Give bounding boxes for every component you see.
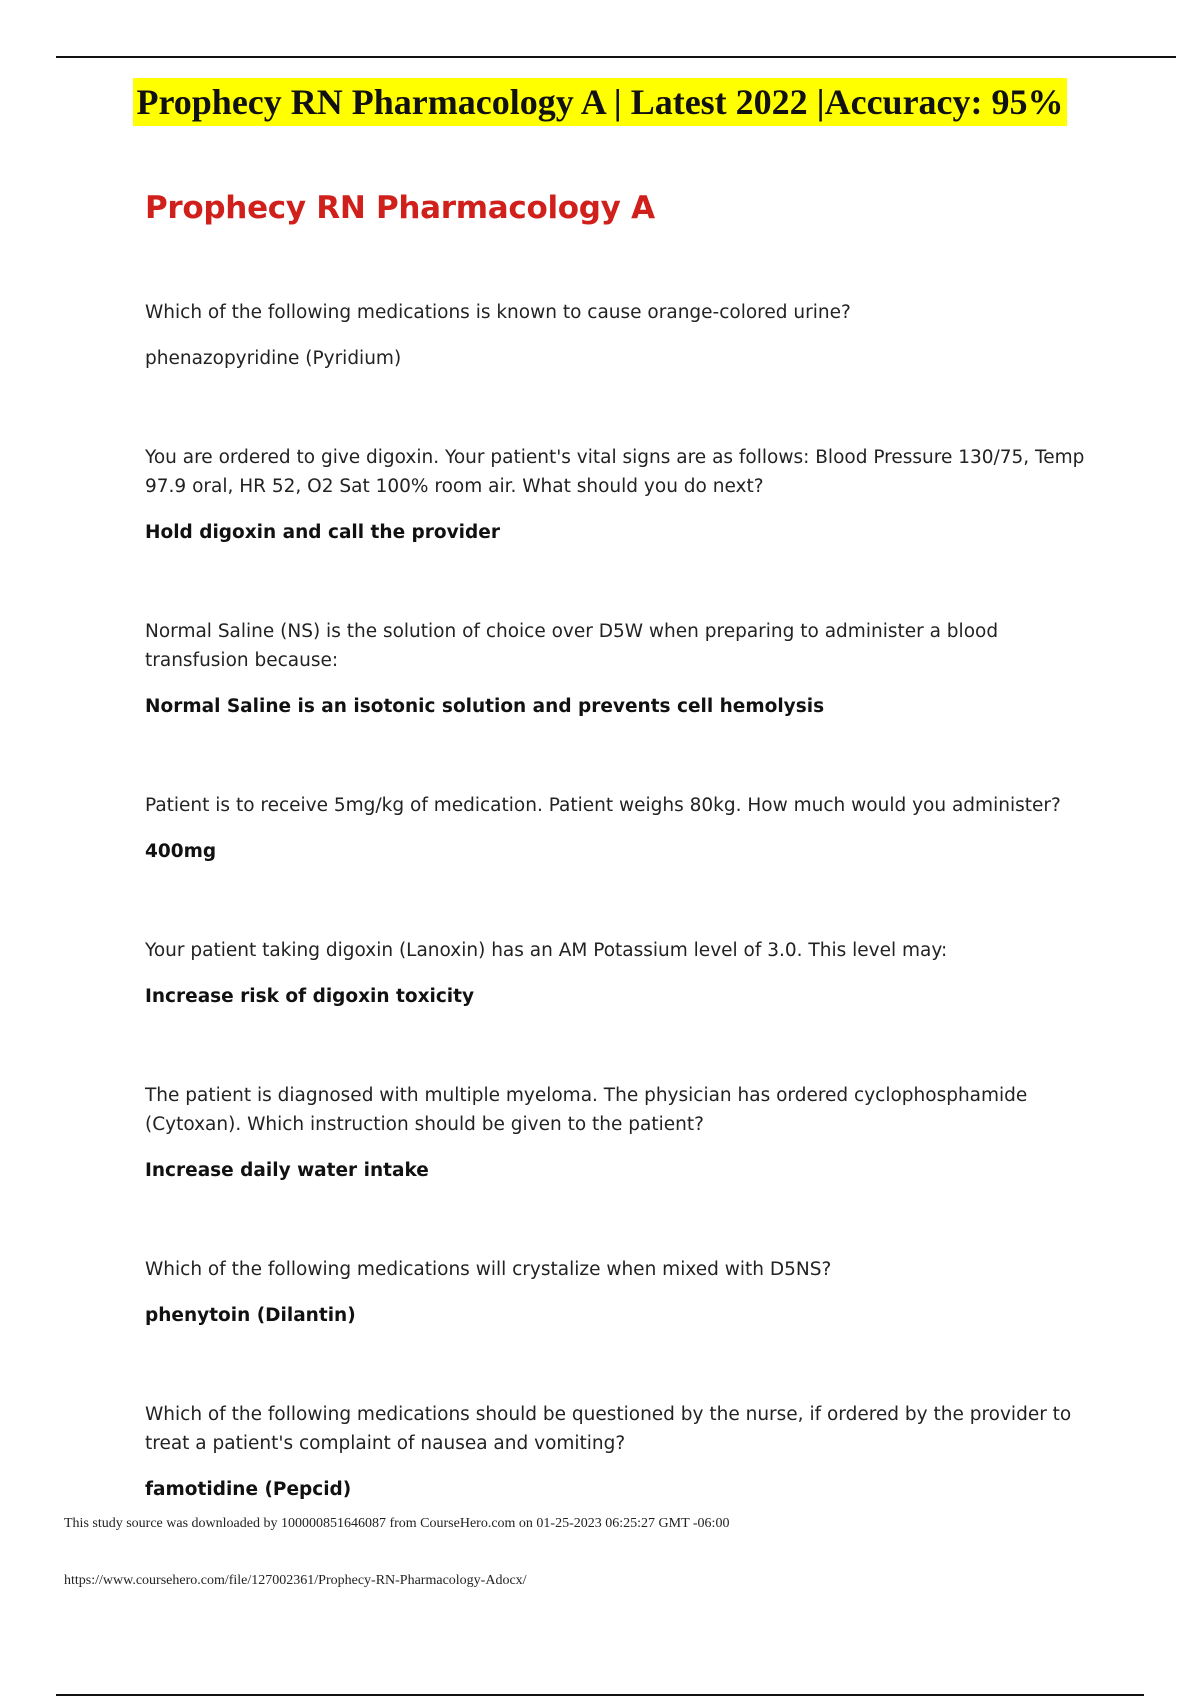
source-url[interactable]: https://www.coursehero.com/file/127002361/Prophecy-RN-Pharmacology-Adocx/ <box>64 1573 527 1588</box>
highlighted-banner-title: Prophecy RN Pharmacology A | Latest 2022 |Accuracy: 95% <box>133 78 1066 126</box>
answer-text: Increase risk of digoxin toxicity <box>145 986 475 1007</box>
qa-item <box>145 791 1095 866</box>
qa-item <box>145 617 1095 721</box>
question-text: You are ordered to give digoxin. Your patient's vital signs are as follows: Blood Pressure 130/75, Temp 97.9 oral, HR 52, O2 Sat 100% room air. What should you do next? <box>145 447 1085 497</box>
question-text: Patient is to receive 5mg/kg of medication. Patient weighs 80kg. How much would you administer? <box>145 795 1061 816</box>
download-source-note: This study source was downloaded by 100000851646087 from CourseHero.com on 01-25-2023 06:25:27 GMT -06:00 <box>64 1516 730 1531</box>
answer-text: Hold digoxin and call the provider <box>145 522 500 543</box>
question-text: Which of the following medications should be questioned by the nurse, if ordered by the provider to treat a patient's complaint of nausea and vomiting? <box>145 1404 1072 1454</box>
question-text: Normal Saline (NS) is the solution of choice over D5W when preparing to administer a blood transfusion because: <box>145 621 999 671</box>
qa-item <box>145 443 1095 547</box>
question-text: Your patient taking digoxin (Lanoxin) has an AM Potassium level of 3.0. This level may: <box>145 940 948 961</box>
qa-item <box>145 1081 1095 1185</box>
bottom-divider <box>56 1694 1144 1696</box>
answer-text: Increase daily water intake <box>145 1160 429 1181</box>
answer-text: phenazopyridine (Pyridium) <box>145 348 402 369</box>
question-text: The patient is diagnosed with multiple myeloma. The physician has ordered cyclophosphamide (Cytoxan). Which instruction should be given to the patient? <box>145 1085 1028 1135</box>
question-text: Which of the following medications will crystalize when mixed with D5NS? <box>145 1259 832 1280</box>
answer-text: phenytoin (Dilantin) <box>145 1305 356 1326</box>
qa-item <box>145 936 1095 1011</box>
answer-text: famotidine (Pepcid) <box>145 1479 352 1500</box>
question-text: Which of the following medications is known to cause orange-colored urine? <box>145 302 851 323</box>
top-divider <box>56 56 1176 58</box>
banner-container <box>0 78 1200 126</box>
answer-text: 400mg <box>145 841 217 862</box>
qa-item <box>145 1400 1095 1504</box>
answer-text: Normal Saline is an isotonic solution and prevents cell hemolysis <box>145 696 825 717</box>
qa-item <box>145 298 1095 373</box>
qa-list <box>145 298 1095 1574</box>
qa-item <box>145 1255 1095 1330</box>
document-title: Prophecy RN Pharmacology A <box>145 190 655 226</box>
